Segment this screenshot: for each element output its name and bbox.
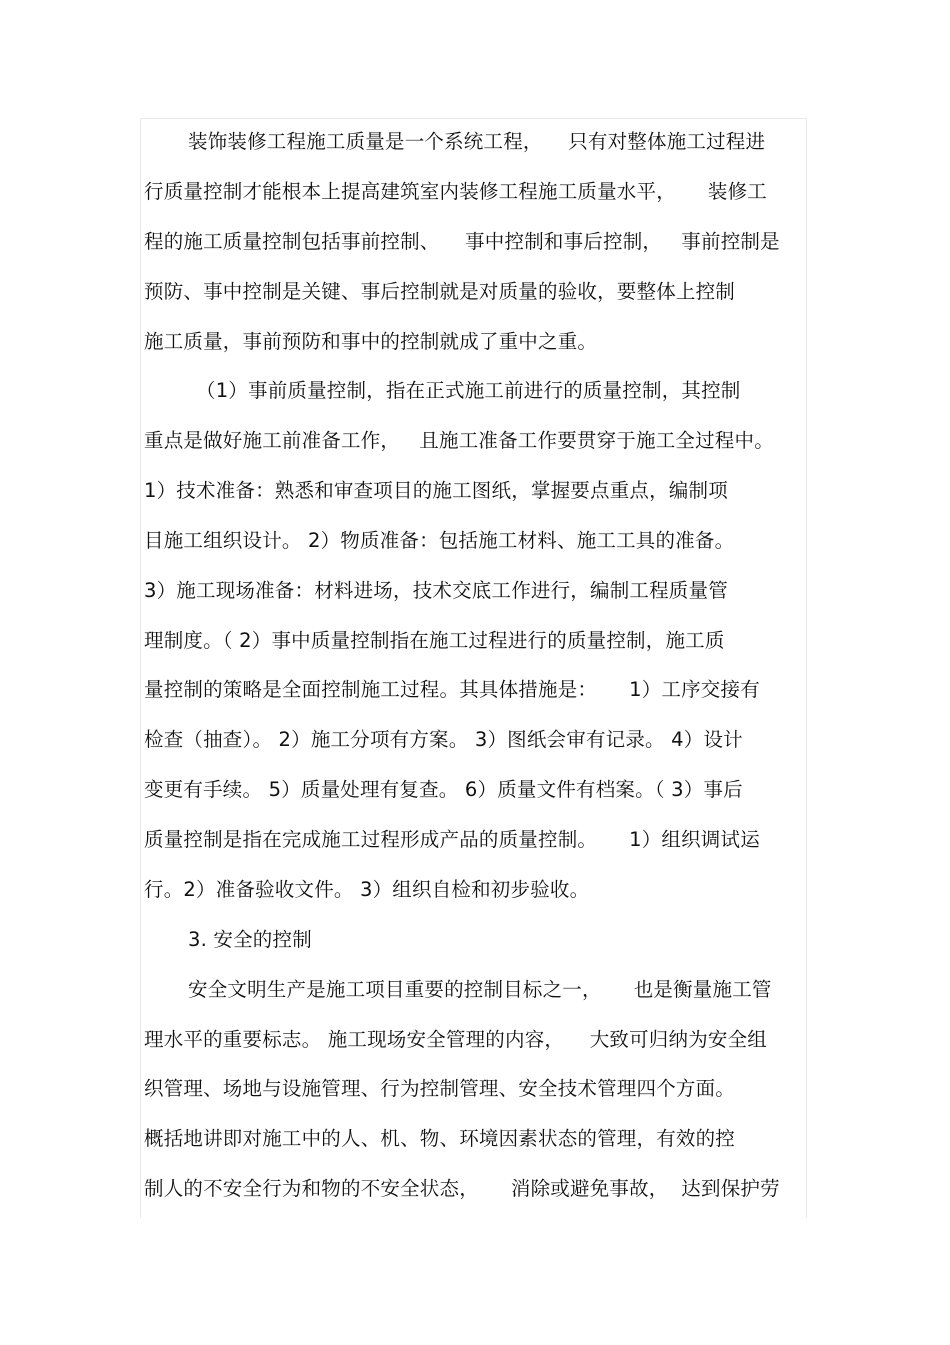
paragraph-line: 装饰装修工程施工质量是一个系统工程， 只有对整体施工过程进 <box>188 130 766 153</box>
paragraph-line: 理制度。（ 2）事中质量控制指在施工过程进行的质量控制，施工质 <box>144 629 725 652</box>
paragraph-line: 施工质量，事前预防和事中的控制就成了重中之重。 <box>144 330 598 353</box>
paragraph-line: 行质量控制才能根本上提高建筑室内装修工程施工质量水平， 装修工 <box>144 180 767 203</box>
paragraph-line: 目施工组织设计。 2）物质准备：包括施工材料、施工工具的准备。 <box>144 529 735 552</box>
paragraph-line: 行。2）准备验收文件。 3）组织自检和初步验收。 <box>144 878 590 901</box>
paragraph-line: 变更有手续。 5）质量处理有复查。 6）质量文件有档案。（ 3）事后 <box>144 778 743 801</box>
paragraph-line: 概括地讲即对施工中的人、机、物、环境因素状态的管理，有效的控 <box>144 1127 736 1150</box>
paragraph-line: （1）事前质量控制，指在正式施工前进行的质量控制，其控制 <box>196 379 741 402</box>
paragraph-line: 1）技术准备：熟悉和审查项目的施工图纸，掌握要点重点，编制项 <box>144 479 728 502</box>
paragraph-line: 预防、事中控制是关键、事后控制就是对质量的验收，要整体上控制 <box>144 280 736 303</box>
paragraph-line: 检查（抽查）。 2）施工分项有方案。 3）图纸会审有记录。 4）设计 <box>144 728 743 751</box>
paragraph-line: 质量控制是指在完成施工过程形成产品的质量控制。 1）组织调试运 <box>144 828 760 851</box>
section-heading: 3. 安全的控制 <box>188 928 312 951</box>
paragraph-line: 量控制的策略是全面控制施工过程。其具体措施是： 1）工序交接有 <box>144 678 760 701</box>
paragraph-line: 制人的不安全行为和物的不安全状态， 消除或避免事故， 达到保护劳 <box>144 1177 780 1200</box>
paragraph-line: 3）施工现场准备：材料进场，技术交底工作进行，编制工程质量管 <box>144 579 728 602</box>
paragraph-line: 理水平的重要标志。 施工现场安全管理的内容， 大致可归纳为安全组 <box>144 1028 767 1051</box>
paragraph-line: 安全文明生产是施工项目重要的控制目标之一， 也是衡量施工管 <box>188 978 772 1001</box>
paragraph-line: 重点是做好施工前准备工作， 且施工准备工作要贯穿于施工全过程中。 <box>144 429 774 452</box>
paragraph-line: 织管理、场地与设施管理、行为控制管理、安全技术管理四个方面。 <box>144 1077 736 1100</box>
paragraph-line: 程的施工质量控制包括事前控制、 事中控制和事后控制， 事前控制是 <box>144 230 780 253</box>
